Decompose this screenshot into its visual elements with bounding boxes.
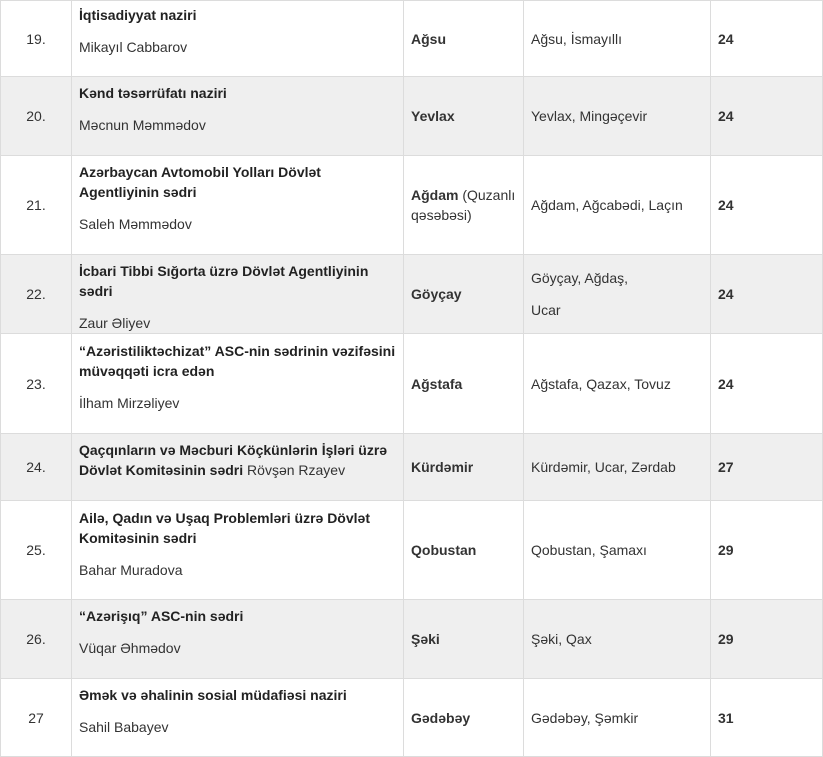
position-title: “Azəristiliktəchizat” ASC-nin sədrinin vəzifəsini müvəqqəti icra edən (79, 343, 396, 379)
areas-cell (524, 77, 711, 156)
row-number: 27 (1, 679, 72, 757)
areas-cell (524, 1, 711, 77)
district-name: Gədəbəy (411, 709, 471, 726)
district-name: Ağdam (411, 187, 459, 203)
area-line: Ucar (531, 302, 561, 318)
district-cell (404, 1, 524, 77)
table-row (1, 255, 823, 334)
official-name: Məcnun Məmmədov (79, 117, 206, 133)
district-cell (404, 501, 524, 600)
areas-cell (524, 679, 711, 757)
row-number: 22. (1, 255, 72, 334)
position-title-inline (79, 440, 396, 480)
row-number: 24. (1, 434, 72, 501)
official-name: İlham Mirzəliyev (79, 395, 180, 411)
row-number: 23. (1, 334, 72, 434)
row-number: 19. (1, 1, 72, 77)
position-title: İcbari Tibbi Sığorta üzrə Dövlət Agentliyinin sədri (79, 263, 369, 299)
position-cell (72, 255, 404, 334)
row-number: 21. (1, 156, 72, 255)
position-cell (72, 600, 404, 679)
position-cell (72, 501, 404, 600)
area-line: Ağdam, Ağcabədi, Laçın (531, 197, 683, 213)
value-cell: 24 (711, 334, 823, 434)
area-line: Ağsu, İsmayıllı (531, 30, 623, 47)
official-name: Bahar Muradova (79, 562, 183, 578)
official-name: Mikayıl Cabbarov (79, 39, 188, 55)
table-row (1, 334, 823, 434)
row-number: 20. (1, 77, 72, 156)
table-row (1, 1, 823, 77)
areas-cell (524, 255, 711, 334)
area-line: Gədəbəy, Şəmkir (531, 709, 639, 726)
district-cell (404, 434, 524, 501)
position-cell (72, 679, 404, 757)
position-cell (72, 1, 404, 77)
district-name: Ağsu (411, 30, 446, 47)
value-cell: 24 (711, 77, 823, 156)
area-line: Yevlax, Mingəçevir (531, 108, 648, 124)
position-title: Azərbaycan Avtomobil Yolları Dövlət Agentliyinin sədri (79, 164, 321, 200)
district-cell (404, 255, 524, 334)
value-cell: 24 (711, 156, 823, 255)
official-name: Zaur Əliyev (79, 315, 151, 331)
district-name: Qobustan (411, 542, 477, 558)
district-note: (Quzanlı qəsəbəsi) (411, 187, 516, 223)
value-cell: 31 (711, 679, 823, 757)
position-cell (72, 77, 404, 156)
table-row (1, 434, 823, 501)
official-name: Vüqar Əhmədov (79, 640, 181, 656)
table-row (1, 156, 823, 255)
table-row (1, 679, 823, 757)
position-title: İqtisadiyyat naziri (79, 7, 197, 23)
position-title: “Azərişıq” ASC-nin sədri (79, 608, 244, 624)
district-name: Ağstafa (411, 375, 463, 392)
position-cell (72, 156, 404, 255)
table-row (1, 501, 823, 600)
district-name: Kürdəmir (411, 459, 474, 475)
area-line: Kürdəmir, Ucar, Zərdab (531, 459, 676, 475)
areas-cell (524, 156, 711, 255)
value-cell: 27 (711, 434, 823, 501)
table-row (1, 77, 823, 156)
position-cell (72, 334, 404, 434)
value-cell: 24 (711, 1, 823, 77)
position-title: Kənd təsərrüfatı naziri (79, 85, 227, 101)
area-line: Göyçay, Ağdaş, (531, 270, 629, 286)
district-cell (404, 77, 524, 156)
value-cell: 29 (711, 600, 823, 679)
area-line: Ağstafa, Qazax, Tovuz (531, 375, 671, 392)
area-line: Şəki, Qax (531, 631, 592, 647)
official-name: Sahil Babayev (79, 719, 169, 735)
row-number: 26. (1, 600, 72, 679)
district-cell (404, 600, 524, 679)
position-title: Ailə, Qadın və Uşaq Problemləri üzrə Dövlət Komitəsinin sədri (79, 510, 370, 546)
district-name: Şəki (411, 631, 440, 647)
area-line: Qobustan, Şamaxı (531, 542, 647, 558)
position-cell (72, 434, 404, 501)
value-cell: 24 (711, 255, 823, 334)
areas-cell (524, 501, 711, 600)
position-title: Qaçqınların və Məcburi Köçkünlərin İşləri üzrə Dövlət Komitəsinin sədri (79, 442, 388, 478)
row-number: 25. (1, 501, 72, 600)
district-name: Yevlax (411, 108, 455, 124)
areas-cell (524, 434, 711, 501)
official-name: Rövşən Rzayev (243, 462, 346, 478)
official-name: Saleh Məmmədov (79, 216, 192, 232)
district-name: Göyçay (411, 286, 462, 302)
value-cell: 29 (711, 501, 823, 600)
position-title: Əmək və əhalinin sosial müdafiəsi naziri (79, 687, 347, 703)
district-cell (404, 679, 524, 757)
district-cell (404, 156, 524, 255)
district-cell (404, 334, 524, 434)
table-row (1, 600, 823, 679)
areas-cell (524, 334, 711, 434)
areas-cell (524, 600, 711, 679)
